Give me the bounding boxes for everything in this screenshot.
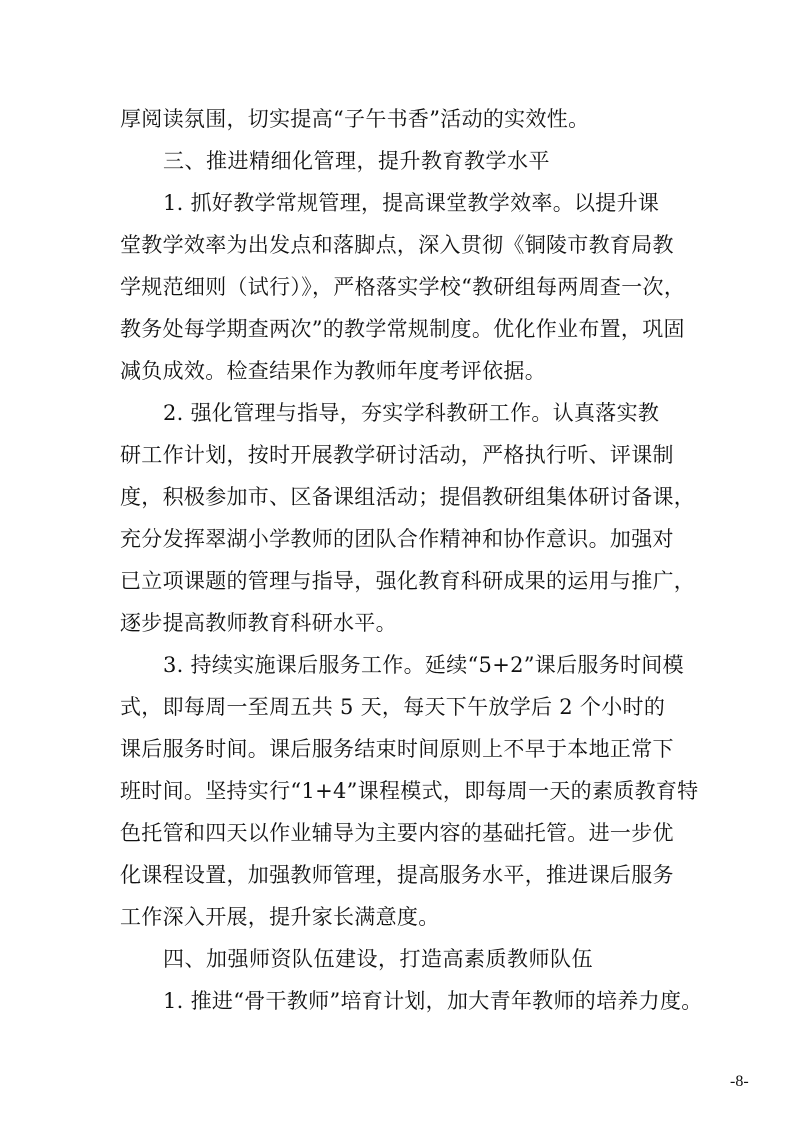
paragraph-line: 课后服务时间。课后服务结束时间原则上不早于本地正常下 [120, 737, 674, 761]
paragraph-line: 教务处每学期查两次”的教学常规制度。优化作业布置，巩固 [120, 317, 685, 341]
paragraph-line: 堂教学效率为出发点和落脚点，深入贯彻《铜陵市教育局教 [120, 233, 674, 257]
paragraph-line: 工作深入开展，提升家长满意度。 [120, 905, 440, 929]
page-number: -8- [730, 1073, 749, 1090]
paragraph-line: 逐步提高教师教育科研水平。 [120, 611, 397, 635]
paragraph-line: 研工作计划，按时开展教学研讨活动，严格执行听、评课制 [120, 443, 674, 467]
paragraph-line: 3. 持续实施课后服务工作。延续“5+2”课后服务时间模 [163, 653, 684, 677]
paragraph-line: 厚阅读氛围，切实提高“子午书香”活动的实效性。 [120, 107, 590, 131]
paragraph-line: 充分发挥翠湖小学教师的团队合作精神和协作意识。加强对 [120, 527, 674, 551]
paragraph-line: 2. 强化管理与指导，夯实学科教研工作。认真落实教 [163, 401, 660, 425]
paragraph-line: 已立项课题的管理与指导，强化教育科研成果的运用与推广， [120, 569, 696, 593]
paragraph-line: 1. 推进“骨干教师”培育计划，加大青年教师的培养力度。 [163, 989, 703, 1013]
paragraph-line: 式，即每周一至周五共 5 天，每天下午放学后 2 个小时的 [120, 695, 666, 719]
section-heading-4: 四、加强师资队伍建设，打造高素质教师队伍 [163, 947, 593, 971]
paragraph-line: 化课程设置，加强教师管理，提高服务水平，推进课后服务 [120, 863, 674, 887]
paragraph-line: 学规范细则（试行）》，严格落实学校“教研组每两周查一次， [120, 275, 686, 299]
section-heading-3: 三、推进精细化管理，提升教育教学水平 [163, 149, 550, 173]
paragraph-line: 1. 抓好教学常规管理，提高课堂教学效率。以提升课 [163, 191, 660, 215]
paragraph-line: 班时间。坚持实行“1+4”课程模式，即每周一天的素质教育特 [120, 779, 699, 803]
paragraph-line: 减负成效。检查结果作为教师年度考评依据。 [120, 359, 546, 383]
paragraph-line: 度，积极参加市、区备课组活动；提倡教研组集体研讨备课， [120, 485, 696, 509]
paragraph-line: 色托管和四天以作业辅导为主要内容的基础托管。进一步优 [120, 821, 674, 845]
